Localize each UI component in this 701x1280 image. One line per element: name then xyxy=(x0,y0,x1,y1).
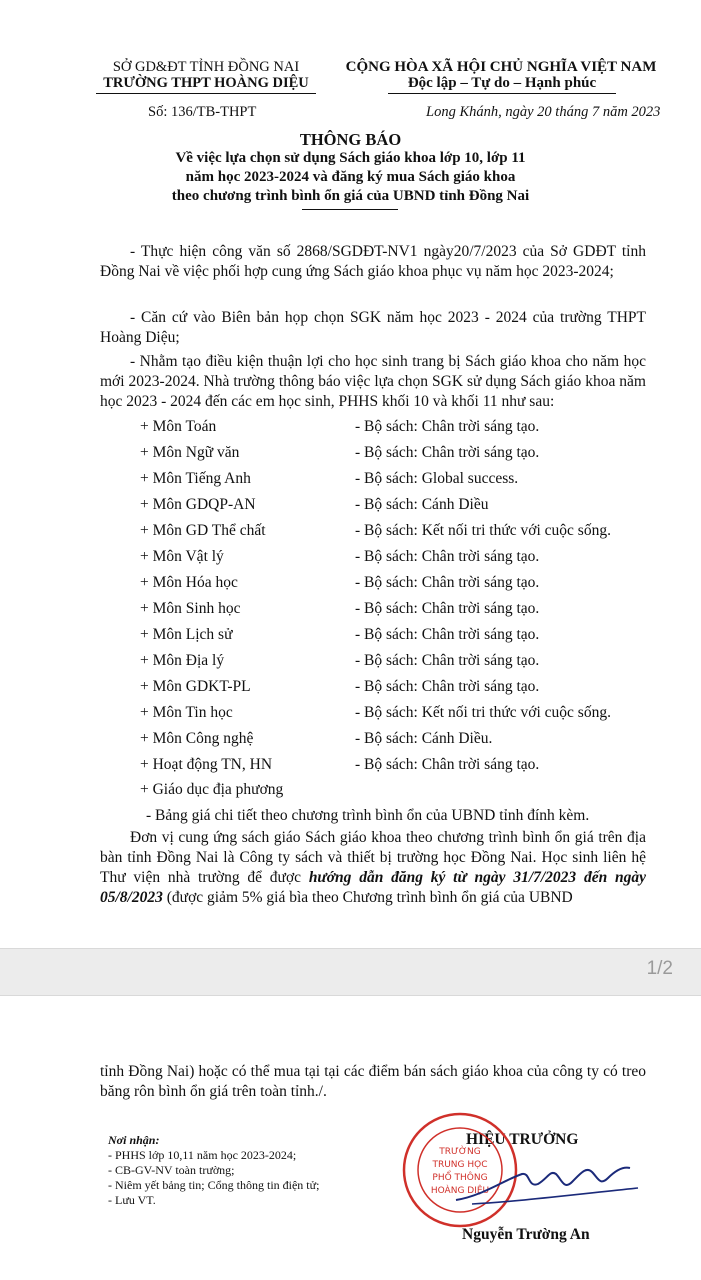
nation-name: CỘNG HÒA XÃ HỘI CHỦ NGHĨA VIỆT NAM xyxy=(345,59,657,75)
subject-name: + Môn GDQP-AN xyxy=(140,496,256,513)
svg-text:PHỔ THÔNG: PHỔ THÔNG xyxy=(432,1173,488,1183)
textbook-series: - Bộ sách: Chân trời sáng tạo. xyxy=(355,444,540,461)
paragraph-text: Đơn vị cung ứng sách giáo Sách giáo khoa theo chương trình bình ổn giá trên địa bàn tỉnh Đồng Nai là Công ty sách và thiết bị trường học Đồng Nai. Học sinh liên hệ Thư viện nhà trường để được xyxy=(100,829,646,886)
recipient-item: - CB-GV-NV toàn trường; xyxy=(108,1163,235,1177)
price-note: - Bảng giá chi tiết theo chương trình bình ổn của UBND tỉnh đính kèm. xyxy=(146,807,590,824)
school-name: TRƯỜNG THPT HOÀNG DIỆU xyxy=(96,74,316,94)
title-underline xyxy=(302,209,398,210)
subject-name: + Môn Hóa học xyxy=(140,574,238,591)
local-education-item: + Giáo dục địa phương xyxy=(140,781,284,798)
textbook-series: - Bộ sách: Chân trời sáng tạo. xyxy=(355,652,540,669)
subject-name: + Môn Toán xyxy=(140,418,217,435)
subject-name: + Hoạt động TN, HN xyxy=(140,756,273,773)
doc-title: THÔNG BÁO xyxy=(299,130,402,149)
paragraph-supplier xyxy=(100,828,646,908)
doc-subject-line2: năm học 2023-2024 và đăng ký mua Sách giáo khoa xyxy=(185,169,516,185)
subject-name: + Môn Lịch sử xyxy=(140,626,233,643)
dept-name: SỞ GD&ĐT TỈNH ĐỒNG NAI xyxy=(112,59,300,75)
place-date: Long Khánh, ngày 20 tháng 7 năm 2023 xyxy=(426,104,661,120)
svg-text:TRUNG HỌC: TRUNG HỌC xyxy=(432,1160,488,1170)
paragraph-text: - Căn cứ vào Biên bản họp chọn SGK năm học 2023 - 2024 của trường THPT Hoàng Diệu; xyxy=(100,309,646,346)
doc-number: Số: 136/TB-THPT xyxy=(148,104,257,120)
textbook-series: - Bộ sách: Chân trời sáng tạo. xyxy=(355,548,540,565)
motto: Độc lập – Tự do – Hạnh phúc xyxy=(388,74,616,94)
textbook-series: - Bộ sách: Chân trời sáng tạo. xyxy=(355,418,540,435)
paragraph-continuation: tỉnh Đồng Nai) hoặc có thể mua tại tại các điểm bán sách giáo khoa của công ty có treo băng rôn bình ổn giá trên toàn tỉnh./. xyxy=(100,1063,646,1100)
page-indicator: 1/2 xyxy=(646,958,673,979)
recipient-item: - Niêm yết bảng tin; Cổng thông tin điện tử; xyxy=(108,1178,320,1192)
paragraph-text: - Nhằm tạo điều kiện thuận lợi cho học sinh trang bị Sách giáo khoa cho năm học mới 2023-2024. Nhà trường thông báo việc lựa chọn SGK sử dụng Sách giáo khoa năm học 2023 - 2024 đến các em học sinh, PHHS khối 10 và khối 11 như sau: xyxy=(100,353,646,410)
paragraph-purpose xyxy=(100,352,646,412)
textbook-series: - Bộ sách: Kết nối tri thức với cuộc sống. xyxy=(355,522,611,539)
doc-subject-line3: theo chương trình bình ổn giá của UBND tỉnh Đồng Nai xyxy=(171,188,530,204)
textbook-series: - Bộ sách: Kết nối tri thức với cuộc sống. xyxy=(355,704,611,721)
signer-title: HIỆU TRƯỞNG xyxy=(466,1131,579,1148)
svg-text:TRƯỜNG: TRƯỜNG xyxy=(439,1147,481,1157)
textbook-series: - Bộ sách: Chân trời sáng tạo. xyxy=(355,574,540,591)
recipient-item: - Lưu VT. xyxy=(108,1193,156,1207)
textbook-series: - Bộ sách: Global success. xyxy=(355,470,519,487)
subject-name: + Môn GD Thể chất xyxy=(140,522,266,539)
registration-dates: hướng dẫn đăng ký từ ngày 31/7/2023 đến ngày 05/8/2023 xyxy=(100,869,647,906)
paragraph-reference xyxy=(100,242,646,282)
paragraph-text: (được giảm 5% giá bìa theo Chương trình bình ổn giá của UBND xyxy=(162,889,573,906)
svg-text:HOÀNG DIỆU: HOÀNG DIỆU xyxy=(430,1186,490,1196)
textbook-series: - Bộ sách: Chân trời sáng tạo. xyxy=(355,678,540,695)
doc-subject-line1: Về việc lựa chọn sử dụng Sách giáo khoa lớp 10, lớp 11 xyxy=(175,150,526,166)
paragraph-basis xyxy=(100,308,646,348)
recipient-item: - PHHS lớp 10,11 năm học 2023-2024; xyxy=(108,1148,297,1162)
subject-name: + Môn Tiếng Anh xyxy=(140,470,251,487)
textbook-series: - Bộ sách: Cánh Diều. xyxy=(355,730,493,747)
recipients-label: Nơi nhận: xyxy=(108,1133,160,1147)
subject-name: + Môn Địa lý xyxy=(140,652,225,669)
subject-name: + Môn Sinh học xyxy=(140,600,241,617)
textbook-series: - Bộ sách: Cánh Diều xyxy=(355,496,489,513)
signer-name: Nguyễn Trường An xyxy=(462,1226,590,1243)
textbook-series: - Bộ sách: Chân trời sáng tạo. xyxy=(355,600,540,617)
subject-name: + Môn Công nghệ xyxy=(140,730,254,747)
subject-name: + Môn GDKT-PL xyxy=(140,678,251,695)
subject-name: + Môn Vật lý xyxy=(140,548,224,565)
subject-name: + Môn Tin học xyxy=(140,704,233,721)
textbook-series: - Bộ sách: Chân trời sáng tạo. xyxy=(355,756,540,773)
textbook-series: - Bộ sách: Chân trời sáng tạo. xyxy=(355,626,540,643)
paragraph-text: - Thực hiện công văn số 2868/SGDĐT-NV1 ngày20/7/2023 của Sở GDĐT tỉnh Đồng Nai về việc phối hợp cung ứng Sách giáo khoa phục vụ năm học 2023-2024; xyxy=(100,243,646,280)
signature-scribble xyxy=(452,1160,642,1210)
page-break xyxy=(0,948,701,996)
subject-name: + Môn Ngữ văn xyxy=(140,444,240,461)
